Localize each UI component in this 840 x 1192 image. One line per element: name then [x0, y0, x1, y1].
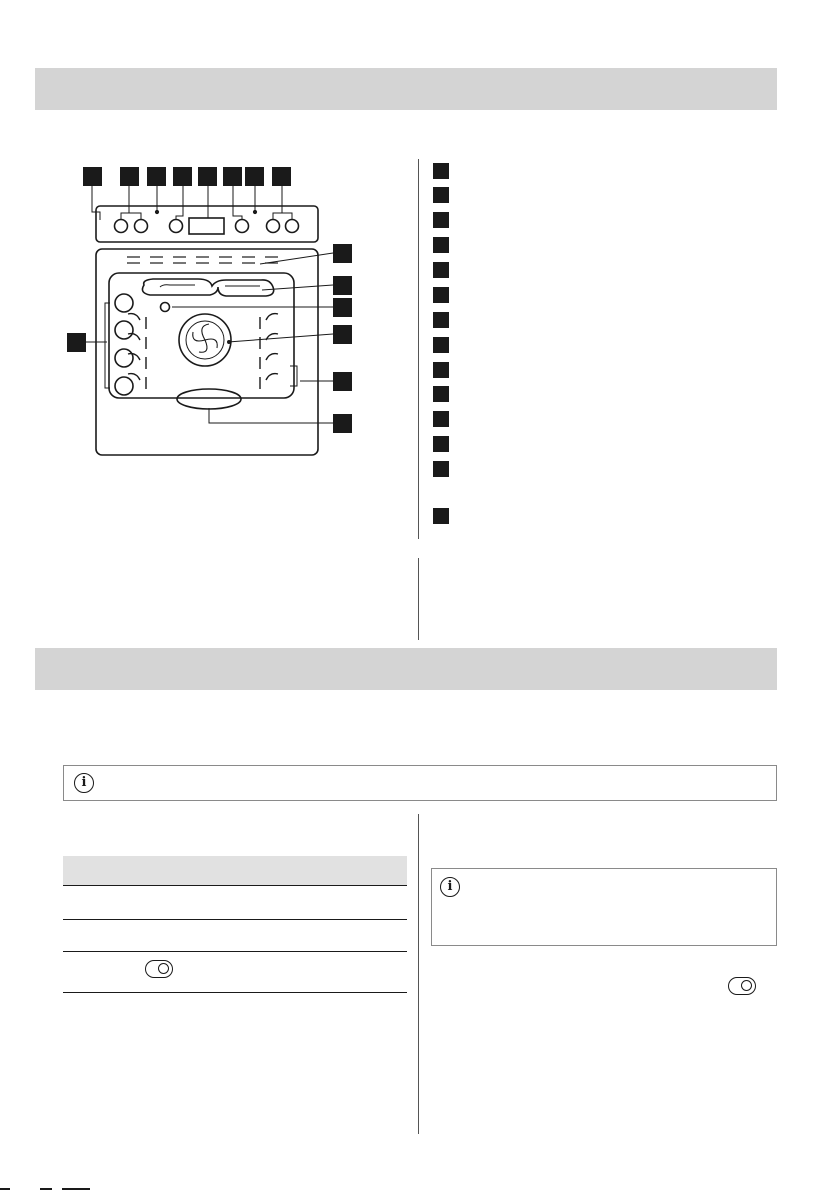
info-icon: i: [440, 877, 460, 897]
section-header-band: [35, 648, 777, 690]
legend-number: [433, 386, 449, 402]
legend-item: [433, 237, 459, 253]
legend-number: [433, 187, 449, 203]
callout-marker: [272, 167, 291, 186]
legend-item: [433, 312, 459, 328]
shelf-level-marker: [115, 377, 133, 395]
table-row-divider: [63, 992, 407, 993]
legend-number: [433, 163, 449, 179]
legend-item: [433, 386, 459, 402]
table-row-divider: [63, 919, 407, 920]
legend-item: [433, 212, 459, 228]
info-notice: [63, 765, 777, 801]
callout-marker: [333, 414, 352, 433]
callout-marker: [147, 167, 166, 186]
page-footer: [0, 1184, 840, 1192]
legend-number: [433, 212, 449, 228]
legend-item: [433, 187, 459, 203]
footer-mark: [0, 1188, 10, 1190]
table-header: [63, 856, 407, 886]
knob: [115, 220, 128, 233]
table-row-divider: [63, 951, 407, 952]
callout-marker: [333, 325, 352, 344]
footer-mark: [62, 1188, 90, 1190]
shelf-level-marker: [115, 321, 133, 339]
oven-diagram: [0, 0, 420, 480]
callout-marker: [333, 276, 352, 295]
callout-marker: [333, 372, 352, 391]
on-off-switch-icon: [145, 960, 173, 978]
legend-item: [433, 436, 459, 452]
column-divider: [418, 558, 419, 640]
callout-marker: [333, 298, 352, 317]
knob: [170, 220, 183, 233]
legend-item: [433, 337, 459, 353]
callout-marker: [83, 167, 102, 186]
callout-marker: [223, 167, 242, 186]
callout-marker: [173, 167, 192, 186]
legend-number: [433, 237, 449, 253]
knob: [267, 220, 280, 233]
legend-number: [433, 312, 449, 328]
knob: [236, 220, 249, 233]
legend-item: [433, 508, 459, 524]
shelf-level-marker: [115, 349, 133, 367]
on-off-switch-icon: [728, 977, 756, 995]
legend-number: [433, 362, 449, 378]
legend-number: [433, 411, 449, 427]
cavity-embossing: [177, 389, 241, 409]
legend-item: [433, 262, 459, 278]
legend-number: [433, 508, 449, 524]
column-divider: [418, 814, 419, 1134]
info-icon: i: [74, 773, 94, 793]
legend-item: [433, 163, 459, 179]
display: [189, 218, 224, 234]
lamp: [161, 303, 170, 312]
info-notice: [431, 868, 777, 946]
callout-marker: [67, 333, 86, 352]
legend-item: [433, 287, 459, 303]
knob: [135, 220, 148, 233]
knob: [286, 220, 299, 233]
legend-item: [433, 362, 459, 378]
footer-mark: [40, 1188, 52, 1190]
callout-marker: [333, 244, 352, 263]
callout-marker: [120, 167, 139, 186]
legend-item: [433, 411, 459, 427]
grill-element: [142, 279, 273, 296]
legend-number: [433, 461, 449, 477]
legend-number: [433, 436, 449, 452]
legend-number: [433, 262, 449, 278]
legend-number: [433, 337, 449, 353]
legend-number: [433, 287, 449, 303]
callout-marker: [198, 167, 217, 186]
callout-marker: [245, 167, 264, 186]
legend-item: [433, 461, 459, 477]
shelf-level-marker: [115, 294, 133, 312]
